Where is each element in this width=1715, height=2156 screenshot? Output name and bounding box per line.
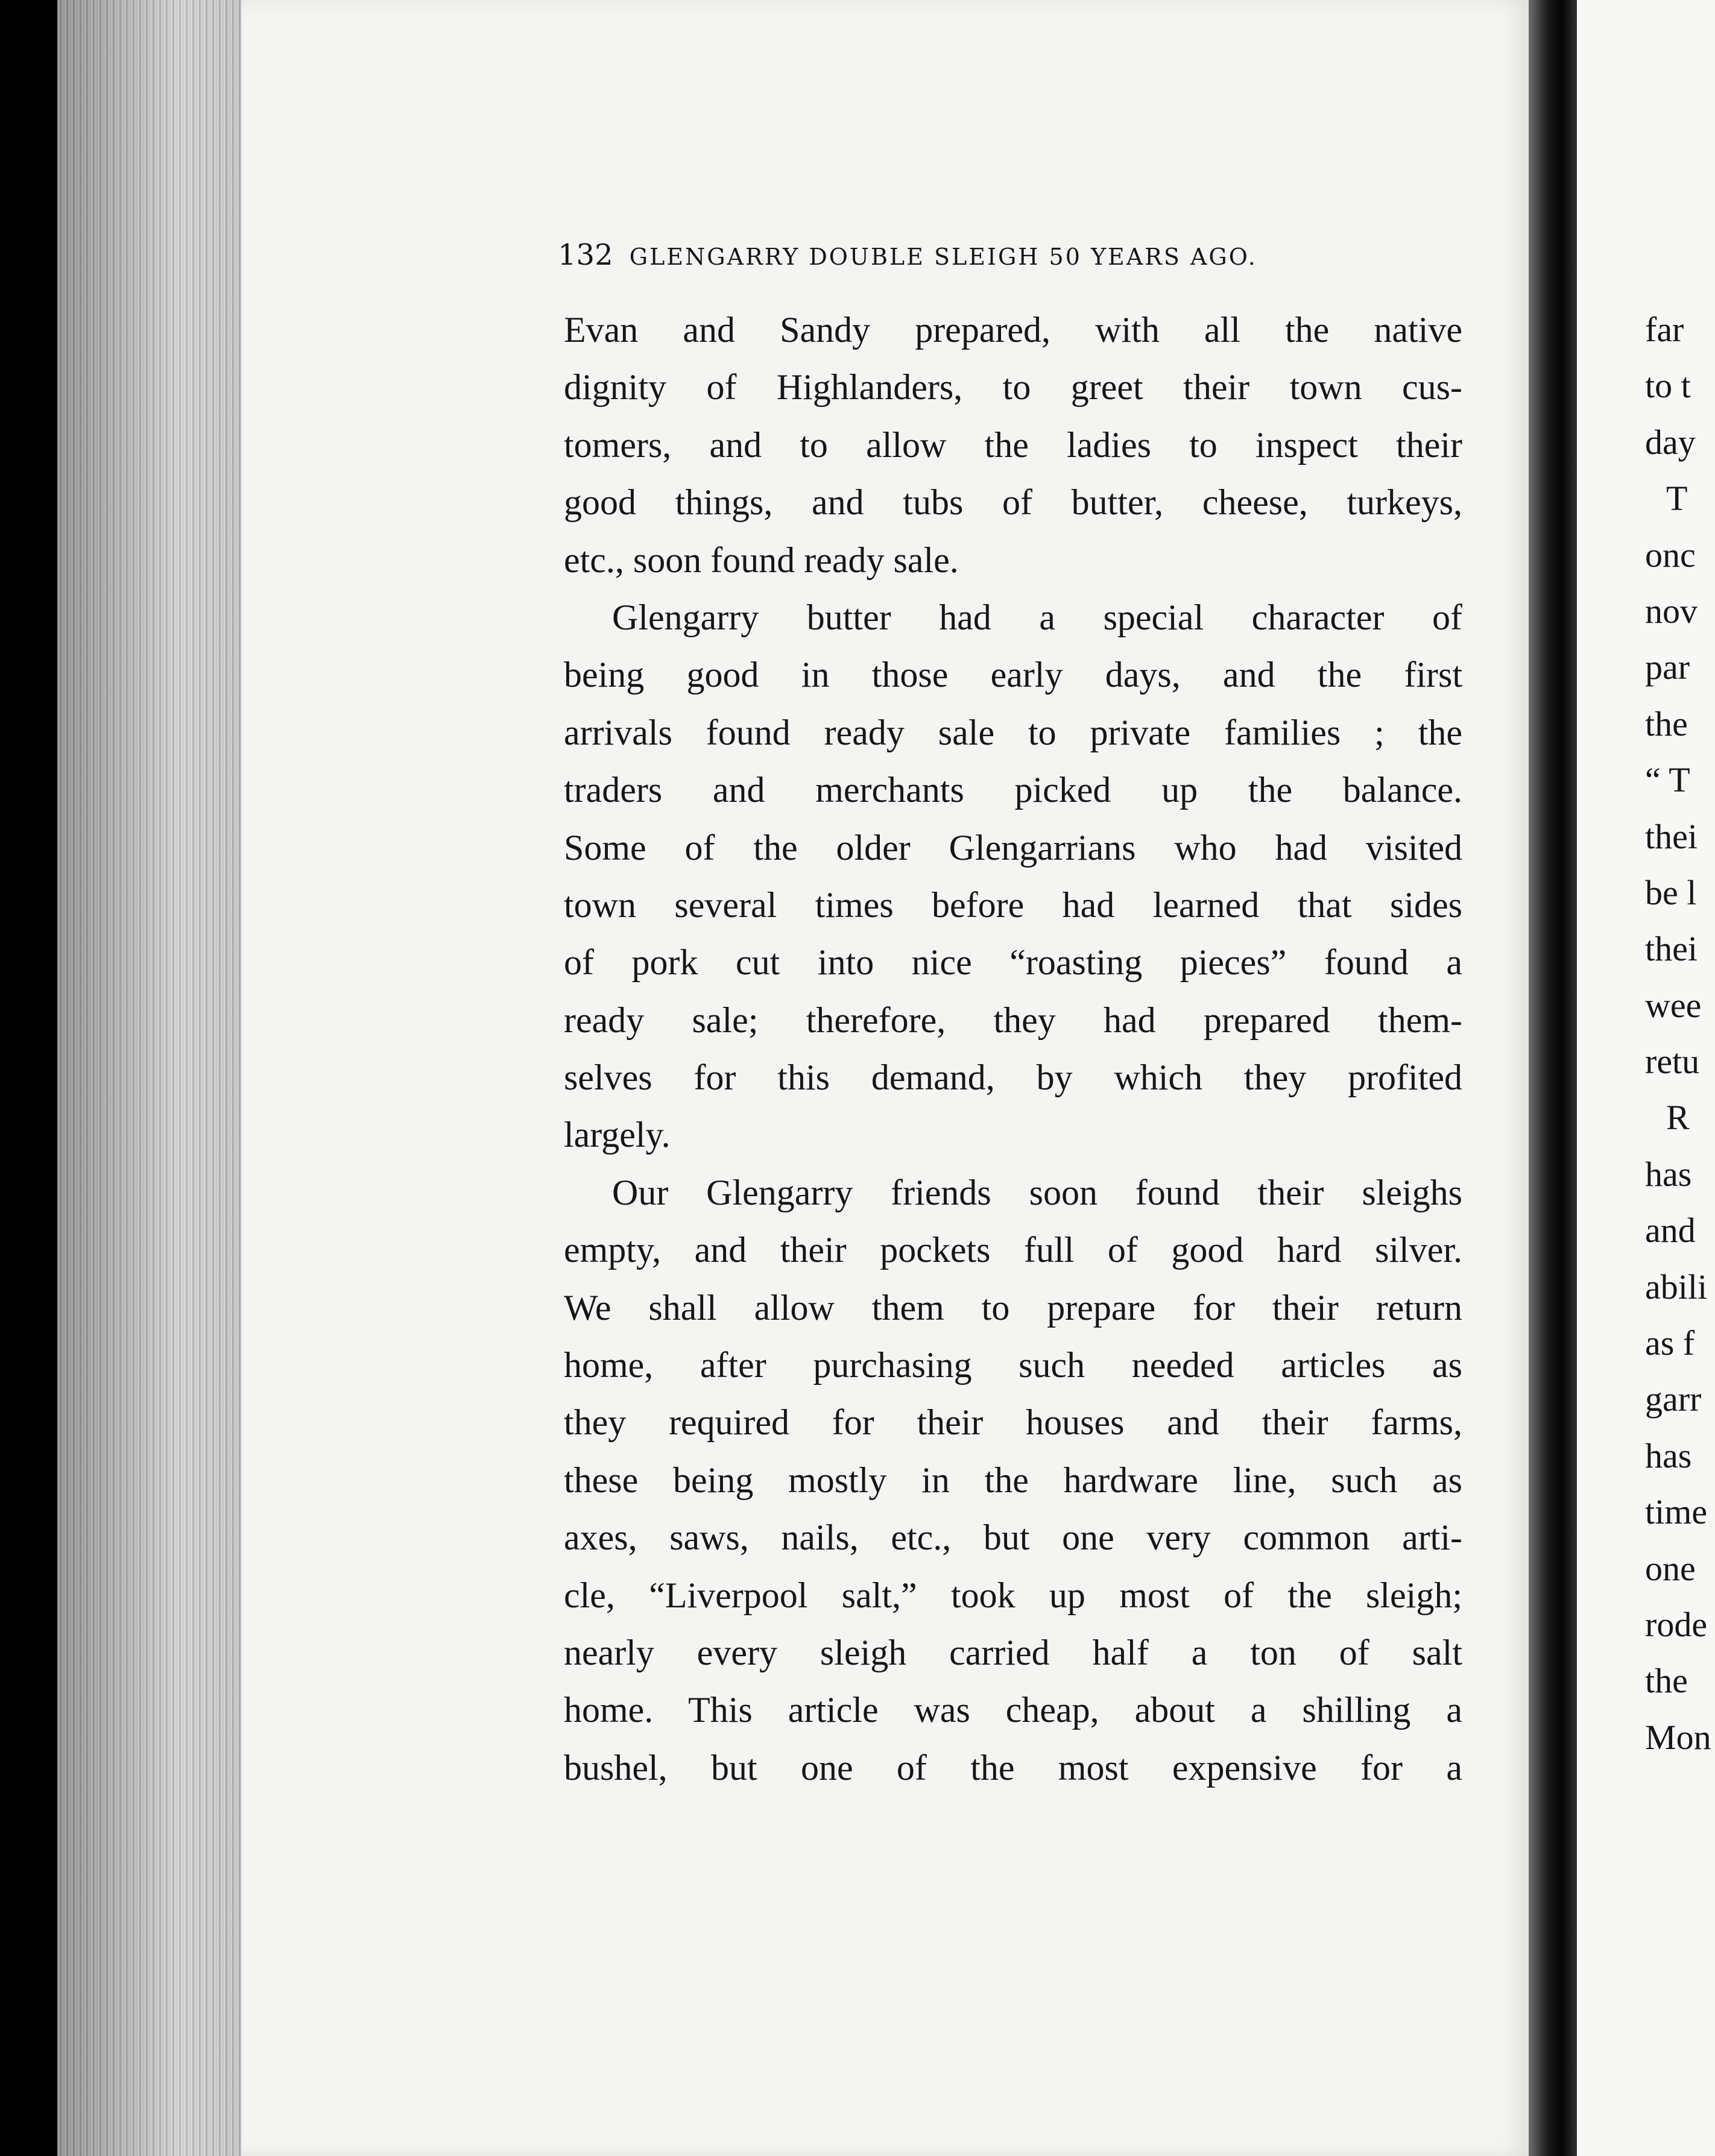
- text-line: Glengarry butter had a special character of: [612, 597, 1462, 637]
- main-text-block: [564, 301, 1462, 1797]
- text-line: selves for this demand, by which they profited: [564, 1058, 1462, 1098]
- text-line: bushel, but one of the most expensive for a: [564, 1747, 1462, 1788]
- facing-text-fragment: to t: [1645, 366, 1691, 406]
- text-line: Evan and Sandy prepared, with all the native: [564, 310, 1462, 350]
- text-line: cle, “Liverpool salt,” took up most of the sleigh;: [564, 1575, 1462, 1615]
- text-line: being good in those early days, and the first: [564, 655, 1462, 695]
- text-line: empty, and their pockets full of good hard silver.: [564, 1230, 1462, 1270]
- text-line: traders and merchants picked up the balance.: [564, 770, 1462, 810]
- text-line: good things, and tubs of butter, cheese, turkeys,: [564, 482, 1462, 523]
- facing-text-fragment: R: [1666, 1098, 1690, 1138]
- text-line: nearly every sleigh carried half a ton of salt: [564, 1632, 1462, 1672]
- text-line: etc., soon found ready sale.: [564, 540, 959, 580]
- text-line: Some of the older Glengarrians who had visited: [564, 827, 1462, 868]
- text-line: dignity of Highlanders, to greet their town cus-: [564, 367, 1462, 408]
- facing-text-fragment: par: [1645, 648, 1690, 687]
- text-line: home, after purchasing such needed articles as: [564, 1345, 1462, 1385]
- facing-text-fragment: “ T: [1645, 760, 1690, 800]
- running-head: [558, 238, 1462, 272]
- facing-text-fragment: thei: [1645, 816, 1698, 856]
- facing-text-fragment: far: [1645, 310, 1684, 349]
- text-line: ready sale; therefore, they had prepared them-: [564, 1000, 1462, 1040]
- text-line: home. This article was cheap, about a shilling a: [564, 1690, 1462, 1730]
- facing-text-fragment: retu: [1645, 1042, 1700, 1082]
- facing-text-fragment: and: [1645, 1211, 1696, 1250]
- facing-text-fragment: one: [1645, 1548, 1696, 1588]
- facing-text-fragment: as f: [1645, 1323, 1695, 1363]
- facing-text-fragment: day: [1645, 422, 1696, 462]
- facing-text-fragment: has: [1645, 1154, 1692, 1194]
- facing-text-fragment: the: [1645, 1661, 1688, 1701]
- facing-text-fragment: thei: [1645, 929, 1698, 969]
- text-line: We shall allow them to prepare for their return: [564, 1287, 1462, 1328]
- text-line: of pork cut into nice “roasting pieces” found a: [564, 942, 1462, 983]
- text-line: largely.: [564, 1115, 671, 1155]
- text-line: arrivals found ready sale to private families ; the: [564, 712, 1462, 752]
- facing-text-fragment: garr: [1645, 1379, 1702, 1419]
- page-edges: [57, 0, 265, 2156]
- text-line: these being mostly in the hardware line, such as: [564, 1460, 1462, 1500]
- text-line: Our Glengarry friends soon found their sleighs: [612, 1172, 1462, 1212]
- facing-text-fragment: onc: [1645, 535, 1696, 575]
- facing-text-fragment: abili: [1645, 1267, 1708, 1307]
- text-line: tomers, and to allow the ladies to inspect their: [564, 424, 1462, 465]
- facing-text-fragment: rode: [1645, 1604, 1708, 1644]
- facing-text-fragment: T: [1666, 479, 1688, 519]
- page-number: 132: [558, 238, 613, 272]
- facing-text-fragment: be l: [1645, 872, 1697, 912]
- text-line: town several times before had learned that sides: [564, 884, 1462, 925]
- facing-text-fragment: has: [1645, 1436, 1692, 1475]
- facing-text-fragment: nov: [1645, 591, 1698, 631]
- text-line: they required for their houses and their farms,: [564, 1402, 1462, 1443]
- running-title: GLENGARRY DOUBLE SLEIGH 50 YEARS AGO.: [629, 244, 1257, 270]
- book-gutter: [1529, 0, 1577, 2156]
- facing-text-fragment: wee: [1645, 985, 1702, 1025]
- facing-page-text: [1645, 301, 1715, 1765]
- facing-text-fragment: time: [1645, 1492, 1708, 1532]
- facing-text-fragment: the: [1645, 704, 1688, 743]
- text-line: axes, saws, nails, etc., but one very common arti-: [564, 1518, 1462, 1558]
- facing-text-fragment: Mon: [1645, 1717, 1711, 1757]
